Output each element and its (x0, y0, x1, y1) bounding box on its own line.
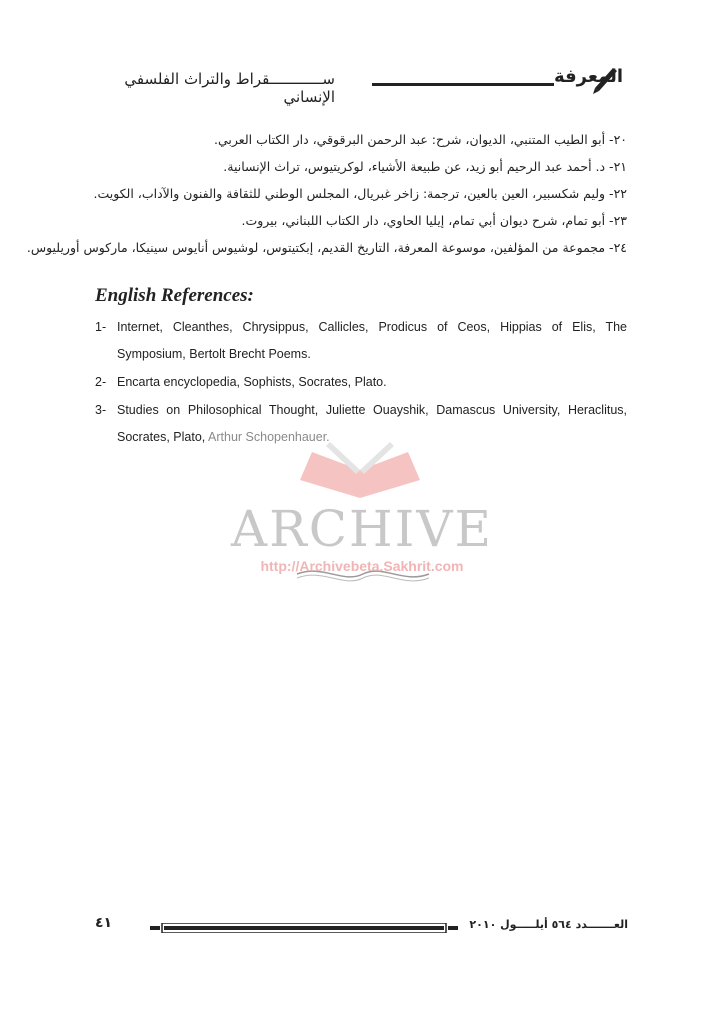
arabic-reference-item: ٢١- د. أحمد عبد الرحيم أبو زيد، عن طبيعة الأشياء، لوكريتيوس، تراث الإنسانية. (223, 159, 627, 174)
open-book-watermark-icon (290, 440, 430, 500)
english-reference-item (95, 314, 627, 368)
header-rule (372, 83, 554, 86)
watermark-archive-word: ARCHIVE (231, 500, 493, 558)
page-number: ٤١ (95, 915, 113, 931)
english-reference-item (95, 369, 627, 396)
reference-text: Internet, Cleanthes, Chrysippus, Callicles, Prodicus of Ceos, Hippias of Elis, The Symposium, Bertolt Brecht Poems. (117, 320, 627, 361)
watermark-url: http://Archivebeta.Sakhrit.com (260, 558, 464, 574)
arabic-reference-item: ٢٣- أبو تمام، شرح ديوان أبي تمام، إيليا الحاوي، دار الكتاب اللبناني، بيروت. (241, 213, 627, 228)
arabic-reference-item: ٢٤- مجموعة من المؤلفين، موسوعة المعرفة، التاريخ القديم، إبكتيتوس، لوشيوس أنايوس سينيكا، ماركوس أوريليوس. (26, 240, 627, 255)
reference-text: Encarta encyclopedia, Sophists, Socrates, Plato. (117, 375, 387, 389)
footer-rule (150, 923, 458, 933)
arabic-reference-list (26, 126, 627, 261)
arabic-reference-item: ٢٢- وليم شكسبير، العين بالعين، ترجمة: زاخر غبريال، المجلس الوطني للثقافة والفنون والآداب، الكويت. (93, 186, 627, 201)
logo-text: المعرفة (553, 66, 623, 87)
running-title: ســــــــــــقراط والتراث الفلسفي الإنساني (124, 70, 335, 106)
english-reference-list (95, 314, 627, 452)
english-references-heading: English References: (95, 285, 254, 306)
reference-number: 1- (95, 320, 107, 334)
magazine-logo (555, 58, 627, 98)
arabic-reference-item: ٢٠- أبو الطيب المتنبي، الديوان، شرح: عبد الرحمن البرقوقي، دار الكتاب العربي. (214, 132, 627, 147)
reference-number: 3- (95, 403, 107, 417)
issue-info: العـــــــدد ٥٦٤ أيلـــــول ٢٠١٠ (469, 918, 628, 931)
reference-text: Studies on Philosophical Thought, Juliette Ouayshik, Damascus University, Heraclitus, Socrates, Plato, Arthur Schopenhauer. (117, 403, 627, 444)
reference-number: 2- (95, 375, 107, 389)
